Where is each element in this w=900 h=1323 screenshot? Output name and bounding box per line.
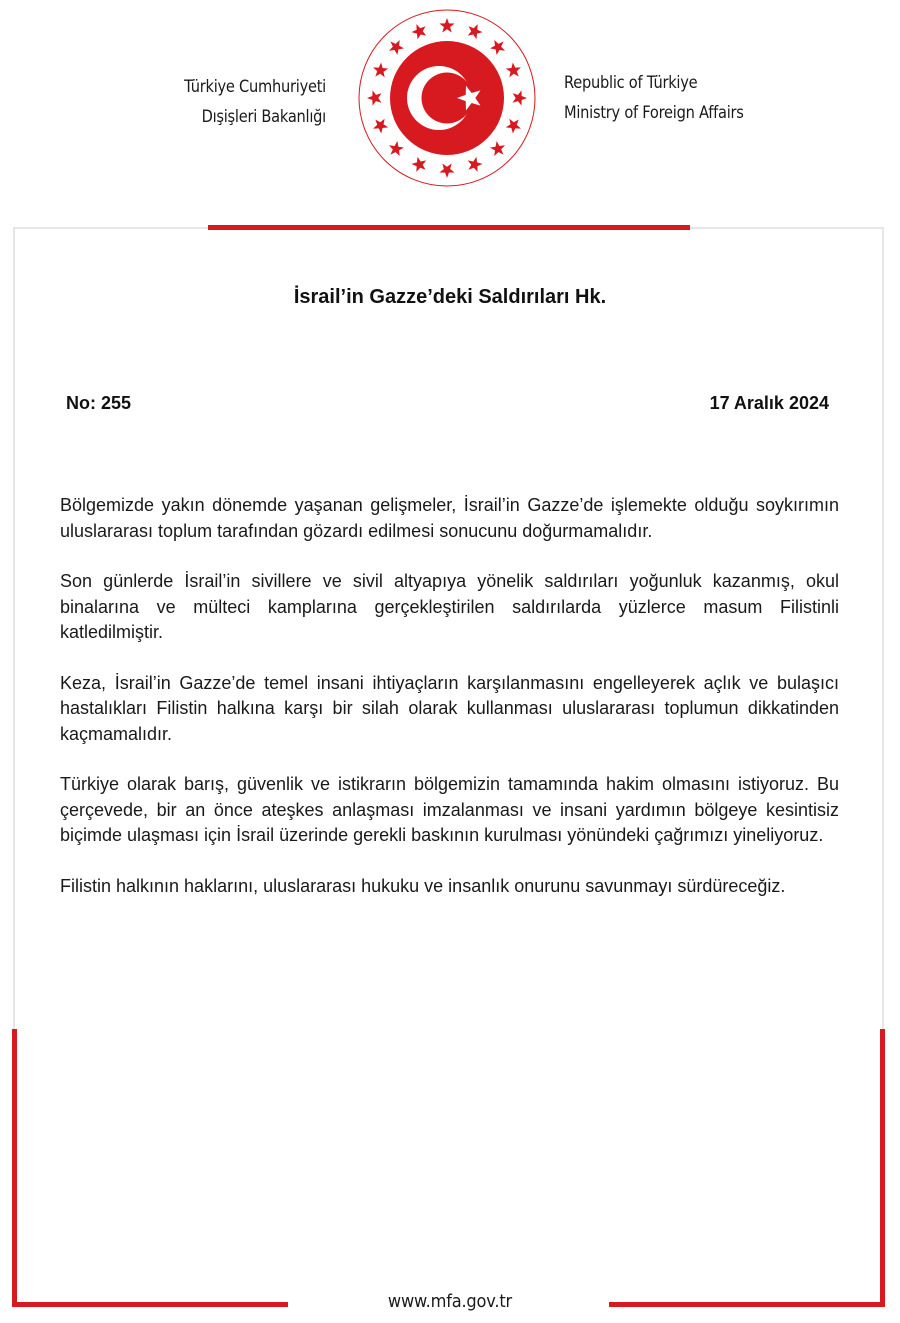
- header-right-line2: Ministry of Foreign Affairs: [564, 103, 744, 123]
- document-title: İsrail’in Gazze’deki Saldırıları Hk.: [293, 286, 607, 308]
- body-paragraph: Bölgemizde yakın dönemde yaşanan gelişmeler, İsrail’in Gazze’de işlemekte olduğu soykırımın uluslararası toplum tarafından gözardı edilmesi sonucunu doğurmamalıdır.: [60, 495, 839, 541]
- document-number: No: 255: [66, 393, 132, 413]
- body-paragraph: Filistin halkının haklarını, uluslararası hukuku ve insanlık onurunu savunmayı sürdüreceğiz.: [60, 875, 786, 896]
- frame-top-red-bar: [208, 225, 690, 230]
- header-left-line2: Dışişleri Bakanlığı: [201, 107, 326, 127]
- header-right-line1: Republic of Türkiye: [564, 73, 698, 93]
- frame-left-red-bar: [12, 1029, 17, 1307]
- header-left-line1: Türkiye Cumhuriyeti: [184, 77, 326, 97]
- frame-right-line: [882, 227, 884, 1029]
- header-english-name: [564, 68, 744, 128]
- state-emblem-icon: [357, 8, 537, 188]
- frame-right-red-bar: [880, 1029, 885, 1307]
- footer-website: [0, 1291, 900, 1312]
- footer-website-link[interactable]: www.mfa.gov.tr: [387, 1291, 513, 1312]
- frame-left-line: [13, 227, 15, 1029]
- frame-top-left-line: [14, 227, 208, 229]
- header-turkish-name: [184, 72, 326, 132]
- document-date: 17 Aralık 2024: [709, 393, 829, 413]
- document-body: [60, 493, 839, 924]
- body-paragraph: Türkiye olarak barış, güvenlik ve istikrarın bölgemizin tamamında hakim olmasını istiyoruz. Bu çerçevede, bir an önce ateşkes anlaşması imzalanması ve insani yardımın bölgeye kesintisiz biçimde ulaşması için İsrail üzerinde gerekli baskının kurulması yönündeki çağrımızı yineliyoruz.: [60, 774, 839, 845]
- body-paragraph: Keza, İsrail’in Gazze’de temel insani ihtiyaçların karşılanmasını engelleyerek açlık ve bulaşıcı hastalıkları Filistin halkına karşı bir silah olarak kullanması uluslararası toplumun dikkatinden kaçmamalıdır.: [60, 672, 839, 744]
- body-paragraph: Son günlerde İsrail’in sivillere ve sivil altyapıya yönelik saldırıları yoğunluk kazanmış, okul binalarına ve mülteci kamplarına gerçekleştirilen saldırılarda yüzlerce masum Filistinli katledilmiştir.: [60, 571, 839, 642]
- frame-top-right-line: [690, 227, 884, 229]
